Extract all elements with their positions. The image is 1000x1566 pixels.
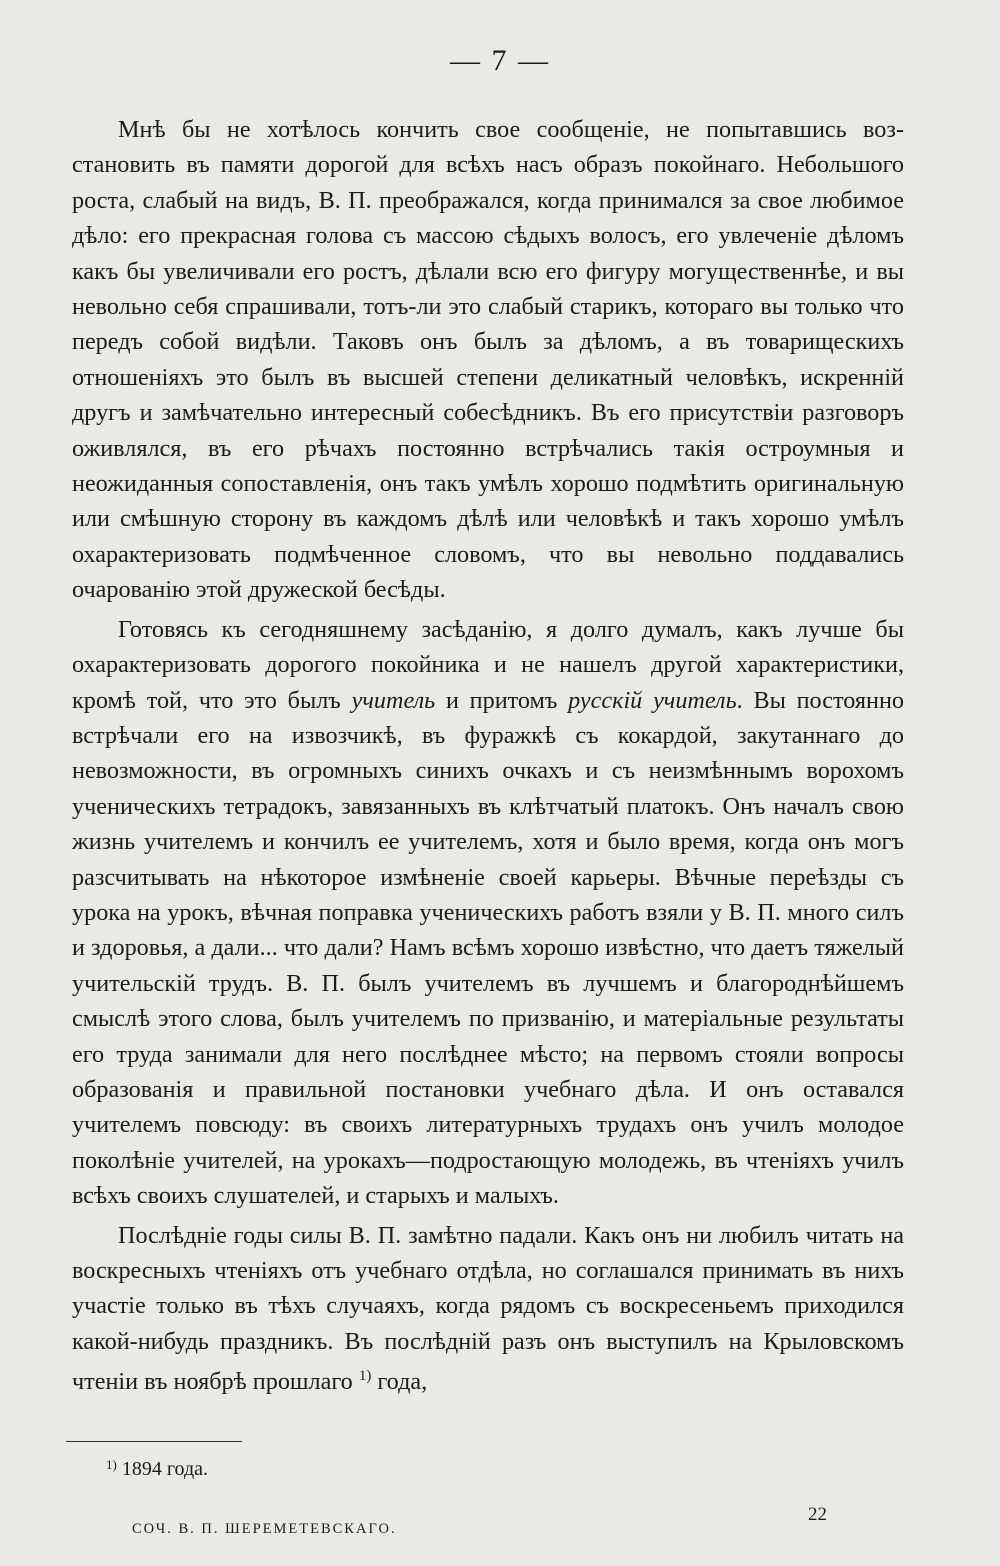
- paragraph-3: [72, 1218, 904, 1400]
- footnote-marker: 1): [106, 1457, 117, 1472]
- footnote-text: 1894 года.: [116, 1458, 209, 1480]
- italic-phrase-russian-teacher: русскiй учитель: [568, 686, 737, 714]
- paragraph-text: года,: [371, 1368, 428, 1396]
- footnote-divider: [66, 1441, 242, 1442]
- footnote: [106, 1452, 208, 1482]
- page-number: — 7 —: [450, 44, 550, 77]
- paragraph-text: Мнѣ бы не хотѣлось кончить свое сообщенiе, не попытавшись возстановить въ памяти дорогой для всѣхъ насъ образъ покойнаго. Небольшого роста, слабый на видъ, В. П. преображался, когда принимался за свое любимое дѣло: его прекрасная голова съ массою сѣдыхъ волосъ, его увлеченiе дѣломъ какъ бы увеличивали его ростъ, дѣлали всю его фигуру могущественнѣе, и вы невольно себя спрашивали, тотъ-ли это слабый старикъ, котораго вы только что передъ собой видѣли. Таковъ онъ былъ за дѣломъ, а въ товарищескихъ отношенiяхъ это былъ въ высшей степени деликатный человѣкъ, искреннiй другъ и замѣчательно интересный собесѣдникъ. Въ его присутствiи разговоръ оживлялся, въ его рѣчахъ постоянно встрѣчались такiя остроумныя и неожиданныя сопоставленiя, онъ такъ умѣлъ хорошо подмѣтить оригинальную или смѣшную сторону въ каждомъ дѣлѣ или человѣкѣ и такъ хорошо умѣлъ охарактеризовать подмѣченное словомъ, что вы невольно поддавались очарованiю этой дружеской бесѣды.: [72, 116, 904, 604]
- printer-signature: СОЧ. В. П. ШЕРЕМЕТЕВСКАГО.: [132, 1521, 397, 1537]
- paragraph-text: Готовясь къ сегодняшнему засѣданiю, я долго думалъ, какъ лучше бы охарактеризовать дорогого покойника и не нашелъ другой характеристики, кромѣ той, что это былъ: [72, 615, 904, 714]
- paragraph-text: Послѣднiе годы силы В. П. замѣтно падали. Какъ онъ ни любилъ читать на воскресныхъ чтенiяхъ отъ учебнаго отдѣла, но соглашался принимать въ нихъ участiе только въ тѣхъ случаяхъ, когда рядомъ съ воскресеньемъ приходился какой-нибудь праздникъ. Въ послѣднiй разъ онъ выступилъ на Крыловскомъ чтенiи въ ноябрѣ прошлаго: [72, 1221, 904, 1396]
- paragraph-2: [72, 612, 904, 1214]
- paragraph-1: [72, 112, 904, 608]
- body-text: [72, 112, 904, 1400]
- signature-number: 22: [808, 1504, 827, 1525]
- italic-word-teacher: учитель: [351, 686, 436, 714]
- footnote-reference: 1): [358, 1368, 372, 1385]
- paragraph-text: и притомъ: [435, 686, 569, 714]
- paragraph-text: . Вы постоянно встрѣчали его на извозчикѣ, въ фуражкѣ съ кокардой, закутаннаго до невозможности, въ огромныхъ синихъ очкахъ и съ неизмѣннымъ ворохомъ ученическихъ тетрадокъ, завязанныхъ въ клѣтчатый платокъ. Онъ началъ свою жизнь учителемъ и кончилъ ее учителемъ, хотя и было время, когда онъ могъ разсчитывать на нѣкоторое измѣненiе своей карьеры. Вѣчные переѣзды съ урока на урокъ, вѣчная поправка ученическихъ работъ взяли у В. П. много силъ и здоровья, а дали... что дали? Намъ всѣмъ хорошо извѣстно, что даетъ тяжелый учительскiй трудъ. В. П. былъ учителемъ въ лучшемъ и благороднѣйшемъ смыслѣ этого слова, былъ учителемъ по призванiю, и матерiальные результаты его труда занимали для него послѣднее мѣсто; на первомъ стояли вопросы образованiя и правильной постановки учебнаго дѣла. И онъ оставался учителемъ повсюду: въ своихъ литературныхъ трудахъ онъ училъ молодое поколѣнiе учителей, на урокахъ—подростающую молодежь, въ чтенiяхъ училъ всѣхъ своихъ слушателей, и старыхъ и малыхъ.: [72, 686, 904, 1210]
